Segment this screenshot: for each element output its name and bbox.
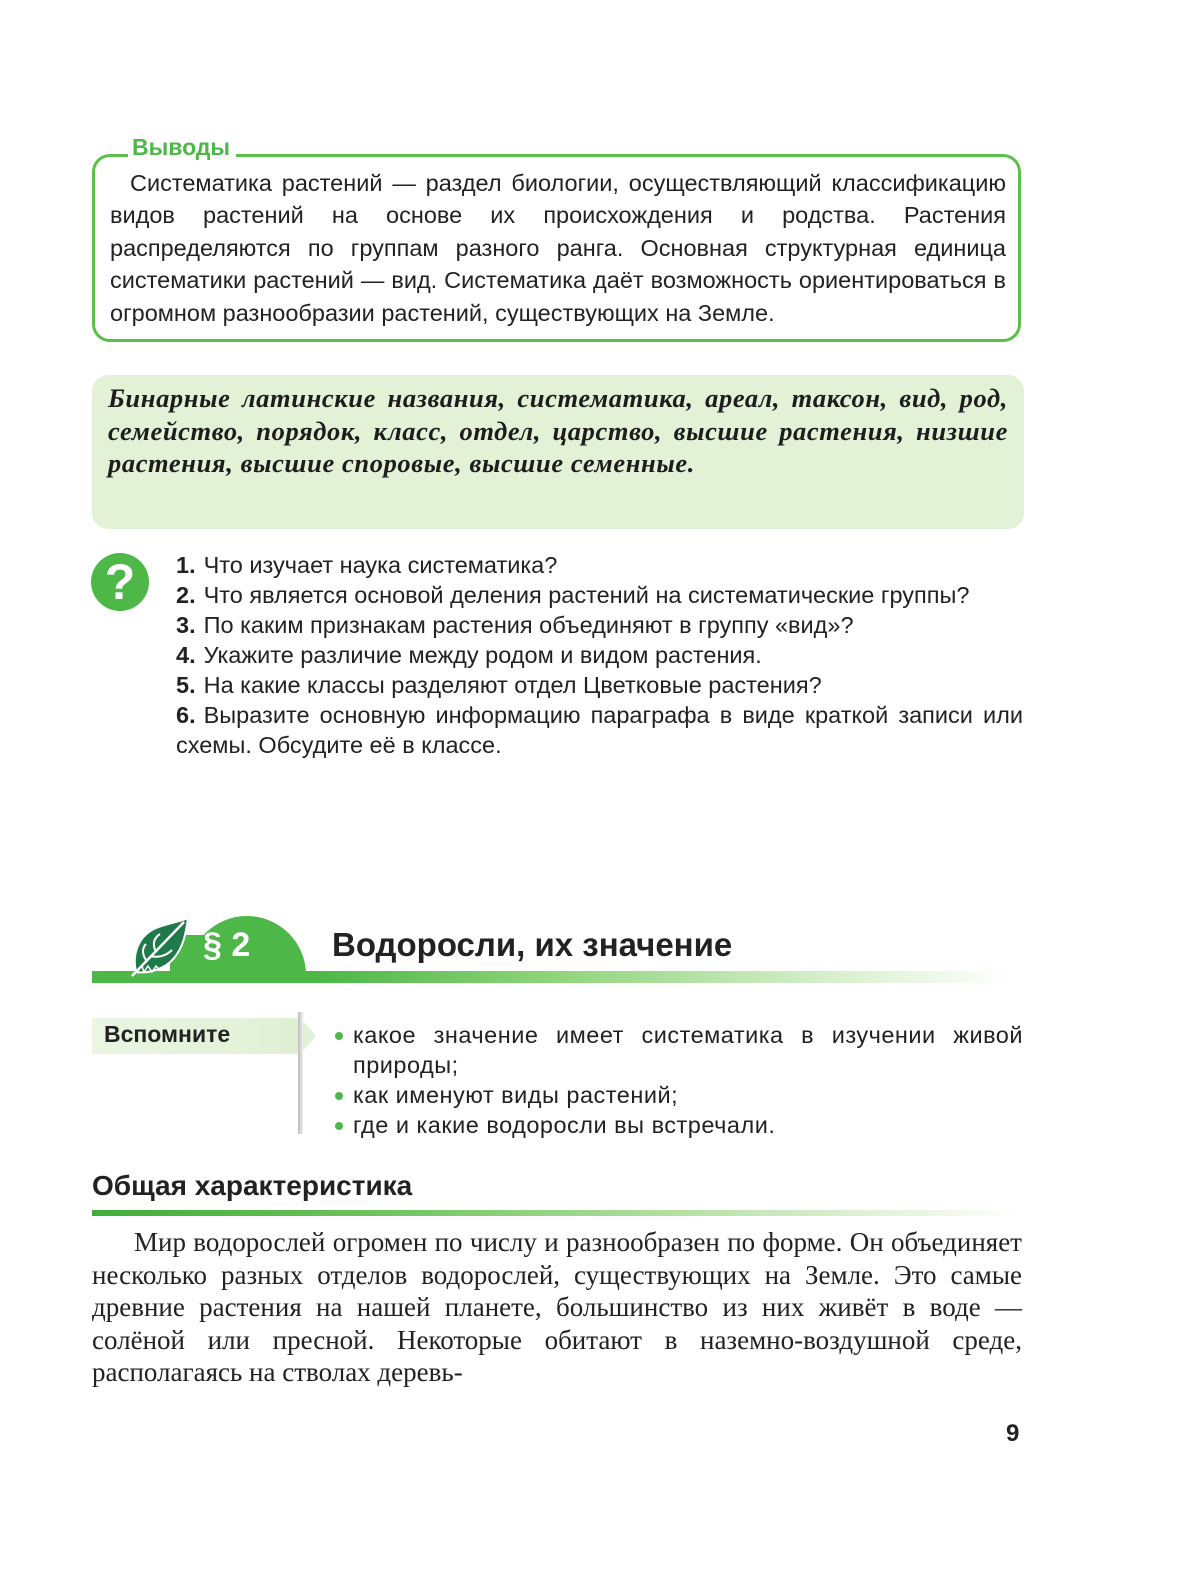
chapter-number: § 2 [203, 926, 251, 964]
leaf-icon [128, 914, 192, 978]
conclusions-text [110, 167, 1006, 329]
question-text: На какие классы разделяют отдел Цветковые растения? [203, 672, 822, 698]
questions-list [176, 550, 1023, 760]
question-icon: ? [91, 553, 149, 611]
key-terms-text: Бинарные латинские названия, систематика, ареал, таксон, вид, род, семейство, порядок, класс, отдел, царство, высшие растения, низшие растения, высшие споровые, высшие семенные. [108, 383, 1008, 478]
question-text: По каким признакам растения объединяют в группу «вид»? [203, 612, 854, 638]
conclusions-paragraph: Систематика растений — раздел биологии, осуществляющий классификацию видов растений на основе их происхождения и родства. Растения распределяются по группам разного ранга. Основная структурная единица систематики растений — вид. Систематика даёт возможность ориентироваться в огромном разнообразии растений, существующих на Земле. [110, 170, 1006, 326]
question-item [176, 580, 1023, 610]
body-paragraph: Мир водорослей огромен по числу и разнообразен по форме. Он объединяет несколько разных отделов водорослей, существующих на Земле. Это самые древние растения на нашей планете, большинство из них живёт в воде — солёной или пресной. Некоторые обитают в наземно-воздушной среде, располагаясь на стволах деревь- [92, 1227, 1022, 1387]
question-text: Что изучает наука систематика? [203, 552, 558, 578]
question-number: 3. [176, 612, 196, 638]
question-text: Выразите основную информацию параграфа в виде краткой записи или схемы. Обсудите её в классе. [176, 702, 1023, 758]
question-item [176, 670, 1023, 700]
question-text: Что является основой деления растений на систематические группы? [203, 582, 970, 608]
question-item [176, 700, 1023, 760]
question-item [176, 640, 1023, 670]
chapter-title: Водоросли, их значение [332, 926, 733, 963]
section-underline [92, 1210, 1022, 1216]
recall-divider [298, 1012, 303, 1134]
question-number: 4. [176, 642, 196, 668]
question-number: 2. [176, 582, 196, 608]
question-number: 6. [176, 702, 196, 728]
question-item [176, 550, 1023, 580]
question-text: Укажите различие между родом и видом растения. [203, 642, 762, 668]
recall-label: Вспомните [104, 1021, 231, 1047]
recall-list [333, 1020, 1023, 1140]
page-number: 9 [1006, 1420, 1020, 1447]
recall-item: как именуют виды растений; [333, 1080, 1023, 1110]
question-item [176, 610, 1023, 640]
question-number: 1. [176, 552, 196, 578]
body-text [92, 1226, 1022, 1389]
question-number: 5. [176, 672, 196, 698]
recall-item: какое значение имеет систематика в изучении живой природы; [333, 1020, 1023, 1080]
section-title: Общая характеристика [92, 1170, 413, 1201]
recall-item: где и какие водоросли вы встречали. [333, 1110, 1023, 1140]
conclusions-title: Выводы [128, 134, 236, 161]
